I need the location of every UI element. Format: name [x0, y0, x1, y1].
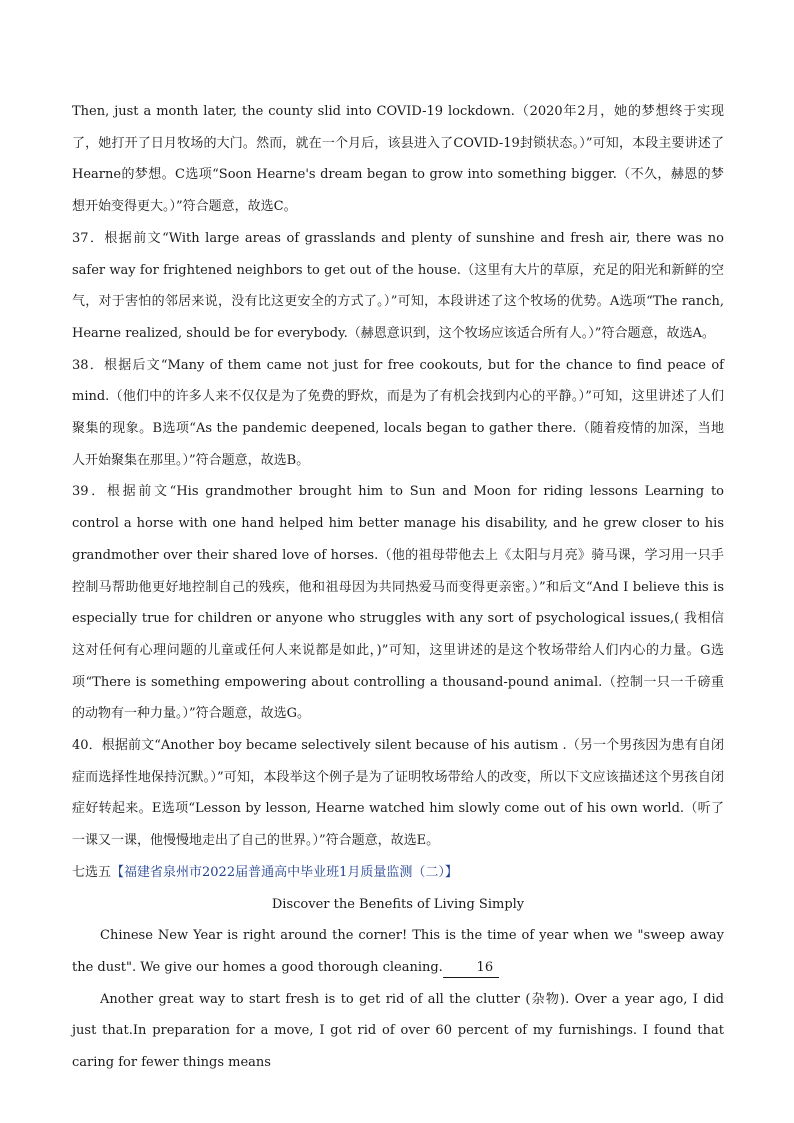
passage-title: Discover the Benefits of Living Simply — [271, 896, 525, 912]
section-heading — [72, 857, 724, 889]
answer-paragraph-37: 37．根据前文“With large areas of grasslands and plenty of sunshine and fresh air, there was no safer way for frightened neighbors to get out of the house.（这里有大片的草原，充足的阳光和新鲜的空气，对于害怕的邻居来说，没有比这更安全的方式了。）”可知，本段讲述了这个牧场的优势。A选项“The ranch, Hearne realized, should be for everybody.（赫恩意识到，这个牧场应该适合所有人。）”符合题意，故选A。 — [72, 230, 724, 341]
document-content — [72, 96, 724, 1079]
passage-paragraph-1-text: Chinese New Year is right around the corner! This is the time of year when we "sweep away the dust". We give our homes a good thorough cleaning. — [72, 928, 724, 975]
answer-paragraph-36: Then, just a month later, the county slid into COVID-19 lockdown.（2020年2月，她的梦想终于实现了，她打开了日月牧场的大门。然而，就在一个月后，该县进入了COVID-19封锁状态。）”可知，本段主要讲述了Hearne的梦想。C选项“Soon Hearne's dream began to grow into something bigger.（不久，赫恩的梦想开始变得更大。）”符合题意，故选C。 — [72, 104, 724, 215]
answer-paragraph-38: 38．根据后文“Many of them came not just for free cookouts, but for the chance to find peace of mind.（他们中的许多人来不仅仅是为了免费的野炊，而是为了有机会找到内心的平静。）”可知，这里讲述了人们聚集的现象。B选项“As the pandemic deepened, locals began to gather there.（随着疫情的加深，当地人开始聚集在那里。）”符合题意，故选B。 — [72, 357, 724, 468]
section-label: 七选五 — [72, 864, 112, 880]
section-source: 【福建省泉州市2022届普通高中毕业班1月质量监测（二）】 — [111, 864, 458, 880]
passage-paragraph-1 — [72, 920, 724, 983]
answer-paragraph-39: 39．根据前文“His grandmother brought him to Sun and Moon for riding lessons Learning to control a horse with one hand helped him better manage his disability, and he grew closer to his grandmother over their shared love of horses.（他的祖母带他去上《太阳与月亮》骑马课，学习用一只手控制马帮助他更好地控制自己的残疾，他和祖母因为共同热爱马而变得更亲密。）”和后文“And I believe this is especially true for children or anyone who struggles with any sort of psychological issues,( 我相信这对任何有心理问题的儿童或任何人来说都是如此，)”可知，这里讲述的是这个牧场带给人们内心的力量。G选项“There is something empowering about controlling a thousand-pound animal.（控制一只一千磅重的动物有一种力量。）”符合题意，故选G。 — [72, 484, 724, 722]
passage-paragraph-2: Another great way to start fresh is to get rid of all the clutter (杂物). Over a year ago, I did just that.In preparation for a move, I got rid of over 60 percent of my furnishings. I found that caring for fewer things means — [72, 991, 724, 1071]
blank-16: 16 — [443, 959, 499, 978]
answer-paragraph-40: 40．根据前文“Another boy became selectively silent because of his autism .（另一个男孩因为患有自闭症而选择性地保持沉默。）”可知，本段举这个例子是为了证明牧场带给人的改变，所以下文应该描述这个男孩自闭症好转起来。E选项“Lesson by lesson, Hearne watched him slowly come out of his own world.（听了一课又一课，他慢慢地走出了自己的世界。）”符合题意，故选E。 — [72, 738, 724, 849]
